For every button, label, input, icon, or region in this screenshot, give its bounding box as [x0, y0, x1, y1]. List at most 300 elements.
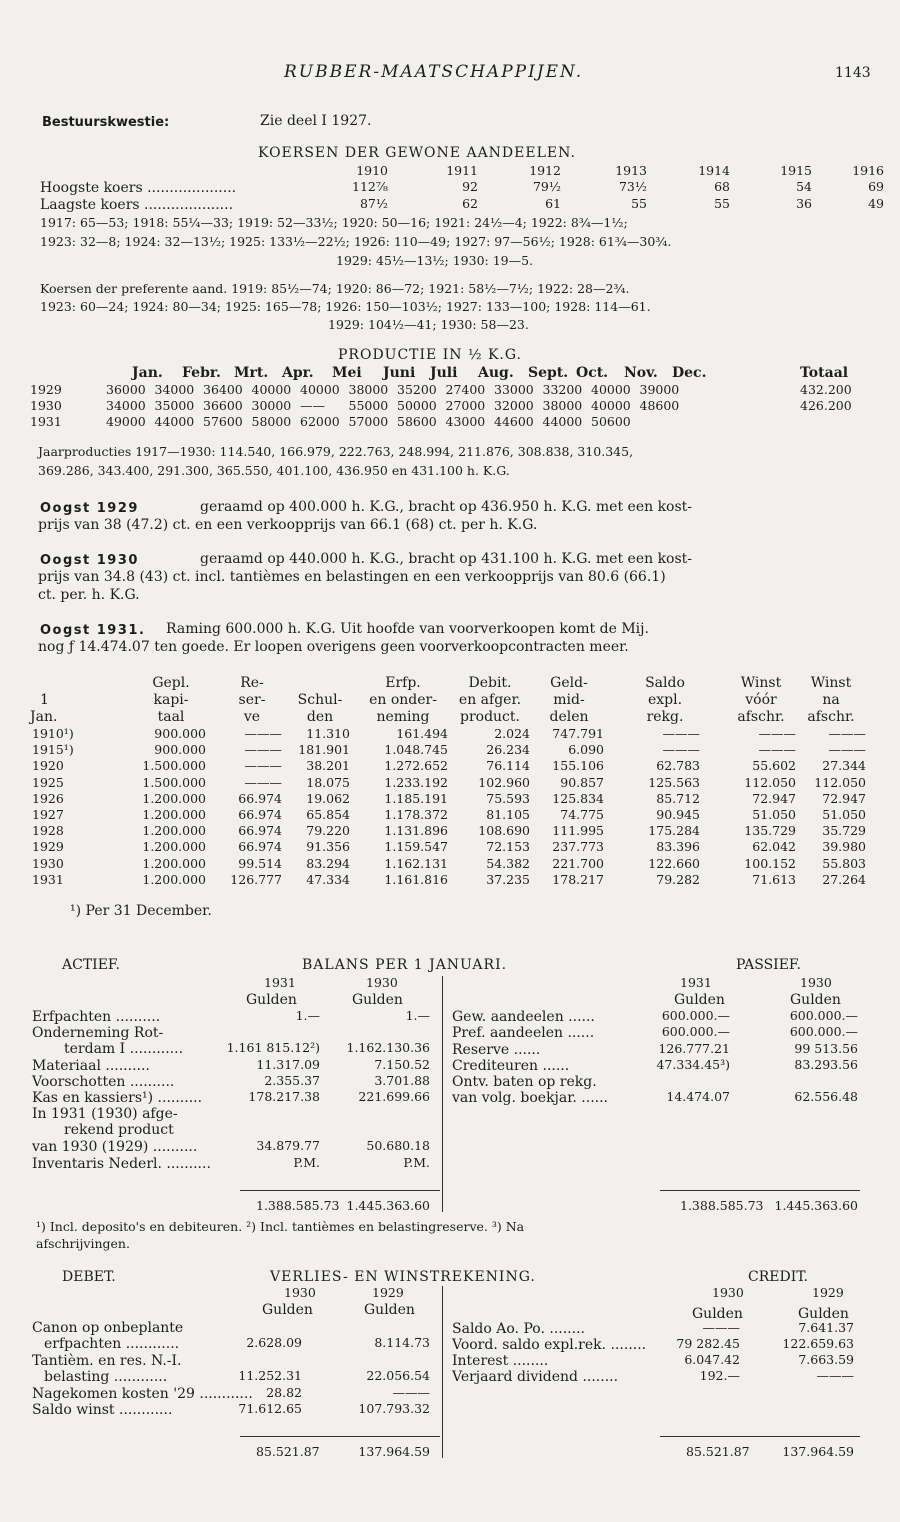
verlies-divider: [442, 1286, 443, 1458]
verlies-left-value: 28.82: [266, 1385, 302, 1400]
fin-cell: 66.974: [238, 839, 282, 855]
balans-left-value: 1.161 815.12²): [226, 1040, 320, 1055]
balans-right-value: 600.000.—: [661, 1008, 730, 1023]
koersen-value: 61: [545, 196, 561, 211]
productie-value: 43000: [445, 414, 486, 429]
fin-cell: 1.272.652: [384, 758, 448, 774]
fin-cell: 112.050: [814, 774, 866, 790]
verlies-left-label: belasting ............: [44, 1369, 168, 1385]
fin-cell: 72.947: [822, 790, 866, 806]
fin-header: den: [306, 709, 334, 725]
fin-cell: 1.048.745: [384, 742, 448, 758]
fin-cell: 237.773: [552, 839, 604, 855]
productie-value: 426.200: [800, 398, 852, 413]
fin-header: ve: [243, 709, 261, 725]
verlies-left-value: 107.793.32: [358, 1401, 430, 1416]
fin-cell: 122.660: [648, 855, 700, 871]
verlies-year: 1930: [712, 1285, 744, 1300]
fin-cell: 85.712: [656, 790, 700, 806]
fin-cell: 90.945: [656, 807, 700, 822]
fin-cell: 62.783: [656, 758, 700, 774]
fin-cell: ———: [758, 726, 796, 741]
balans-left-value: P.M.: [293, 1155, 320, 1170]
fin-cell: ———: [244, 774, 282, 790]
verlies-total-rule: [660, 1436, 860, 1437]
balans-footnote-1: ¹) Incl. deposito's en debiteuren. ²) Incl. tantièmes en belastingreserve. ³) Na: [36, 1219, 525, 1234]
balans-right-label: Reserve ......: [452, 1042, 541, 1058]
fin-cell: 126.777: [230, 871, 282, 887]
fin-cell: 2.024: [494, 726, 530, 741]
fin-cell: 1.500.000: [142, 758, 206, 774]
productie-value: 27000: [445, 398, 486, 413]
fin-cell: 181.901: [298, 742, 350, 758]
koersen-row-label: Hoogste koers ....................: [40, 180, 237, 196]
productie-month: Sept.: [528, 365, 569, 381]
fin-cell: 66.974: [238, 790, 282, 806]
verlies-credit-label: CREDIT.: [748, 1269, 808, 1285]
verlies-left-value: 2.628.09: [246, 1335, 302, 1350]
balans-year: 1930: [800, 975, 832, 990]
productie-value: 58600: [397, 414, 437, 429]
productie-value: 27400: [445, 382, 486, 397]
fin-cell: ———: [828, 726, 866, 741]
fin-cell: 55.803: [822, 855, 866, 871]
productie-year: 1929: [30, 382, 62, 397]
balans-right-value: 99 513.56: [794, 1041, 858, 1056]
productie-value: 58000: [251, 414, 292, 429]
fin-cell: ———: [244, 726, 282, 741]
koersen-value: 112⅞: [352, 179, 388, 194]
productie-value: 35000: [154, 398, 195, 413]
fin-cell: 26.234: [486, 742, 530, 758]
fin-cell: 39.980: [822, 839, 866, 855]
balans-unit: Gulden: [674, 992, 725, 1008]
fin-cell: 27.344: [822, 758, 866, 774]
fin-year: 1927: [32, 807, 64, 822]
balans-passief-label: PASSIEF.: [736, 957, 801, 973]
koersen-value: 79½: [532, 179, 561, 194]
productie-month: Aug.: [478, 365, 514, 381]
productie-month: Oct.: [576, 365, 609, 381]
fin-year: 1925: [32, 774, 64, 790]
fin-year: 1920: [32, 758, 64, 774]
balans-actief-label: ACTIEF.: [62, 957, 120, 973]
productie-value: 38000: [348, 382, 389, 397]
balans-left-value: 34.879.77: [256, 1138, 320, 1153]
oogst-line: geraamd op 400.000 h. K.G., bracht op 436.950 h. K.G. met een kost-: [200, 499, 693, 515]
fin-cell: 1.161.816: [384, 871, 448, 887]
balans-left-label: rekend product: [64, 1122, 174, 1138]
oogst-label: Oogst 1931.: [40, 623, 146, 638]
pref-line-3: 1929: 104½—41; 1930: 58—23.: [328, 317, 529, 332]
fin-cell: 74.775: [560, 807, 604, 822]
oogst-line: prijs van 34.8 (43) ct. incl. tantièmes en belastingen en een verkoopprijs van 80.6 (66.1): [38, 569, 666, 585]
verlies-unit: Gulden: [364, 1302, 415, 1318]
productie-value: 30000: [251, 398, 292, 413]
fin-cell: 65.854: [306, 807, 350, 822]
productie-month: Febr.: [182, 365, 221, 381]
fin-cell: 66.974: [238, 807, 282, 822]
koersen-value: 68: [714, 179, 730, 194]
productie-month: Juli: [430, 365, 458, 381]
balans-right-label: Crediteuren ......: [452, 1058, 570, 1074]
fin-cell: 155.106: [552, 758, 604, 774]
fin-year: 1928: [32, 823, 64, 839]
verlies-right-value: 6.047.42: [684, 1352, 740, 1367]
fin-cell: 18.075: [306, 774, 350, 790]
fin-cell: 1.178.372: [384, 807, 448, 822]
verlies-right-label: Verjaard dividend ........: [452, 1369, 619, 1385]
productie-value: 50000: [397, 398, 437, 413]
productie-value: 57600: [203, 414, 243, 429]
fin-cell: 83.396: [656, 839, 700, 855]
balans-year: 1931: [680, 975, 712, 990]
fin-cell: 90.857: [560, 774, 604, 790]
balans-left-label: Erfpachten ..........: [32, 1009, 161, 1025]
oogst-line: nog ƒ 14.474.07 ten goede. Er loopen overigens geen voorverkoopcontracten meer.: [38, 639, 629, 655]
balans-left-value: 2.355.37: [264, 1073, 320, 1088]
balans-total-rule: [240, 1190, 440, 1191]
productie-value: 44600: [494, 414, 534, 429]
fin-header: product.: [460, 709, 520, 725]
verlies-title: VERLIES- EN WINSTREKENING.: [270, 1269, 536, 1285]
fin-cell: 27.264: [822, 871, 866, 887]
oogst-line: ct. per. h. K.G.: [38, 587, 140, 603]
fin-cell: 1.200.000: [142, 855, 206, 871]
fin-cell: 1.159.547: [384, 839, 448, 855]
productie-month: Jan.: [132, 365, 163, 381]
fin-header: Jan.: [30, 709, 58, 725]
balans-left-value: 3.701.88: [374, 1073, 430, 1088]
fin-cell: 900.000: [154, 726, 206, 741]
balans-total: 1.388.585.73: [680, 1198, 764, 1213]
balans-left-label: Materiaal ..........: [32, 1058, 150, 1074]
fin-cell: 62.042: [752, 839, 796, 855]
pref-line-2: 1923: 60—24; 1924: 80—34; 1925: 165—78; 1926: 150—103½; 1927: 133—100; 1928: 114—61.: [40, 299, 651, 314]
koersen-value: 54: [796, 179, 812, 194]
fin-year: 1915¹): [32, 742, 74, 758]
fin-cell: 66.974: [238, 823, 282, 839]
fin-header: taal: [157, 709, 185, 725]
fin-header: vóór: [745, 692, 777, 708]
fin-cell: 747.791: [552, 726, 604, 741]
verlies-year: 1929: [372, 1285, 404, 1300]
verlies-total: 137.964.59: [782, 1444, 854, 1459]
balans-left-label: Kas en kassiers¹) ..........: [32, 1090, 203, 1106]
fin-cell: 125.563: [648, 774, 700, 790]
productie-value: 40000: [300, 382, 340, 397]
verlies-right-value: 79 282.45: [676, 1336, 740, 1351]
productie-value: 48600: [639, 398, 680, 413]
fin-cell: ———: [758, 742, 796, 758]
verlies-total-rule: [240, 1436, 440, 1437]
fin-cell: 125.834: [552, 790, 604, 806]
verlies-total: 85.521.87: [256, 1444, 320, 1459]
fin-cell: ———: [828, 742, 866, 758]
verlies-right-label: Saldo Ao. Po. ........: [452, 1321, 585, 1337]
productie-month: Mrt.: [234, 365, 269, 381]
koersen-year: 1911: [446, 163, 478, 178]
fin-header: Erfp.: [385, 675, 421, 691]
productie-value: 33000: [494, 382, 534, 397]
balans-footnote-2: afschrijvingen.: [36, 1236, 130, 1251]
verlies-left-label: erfpachten ............: [44, 1336, 180, 1352]
productie-year: 1931: [30, 414, 62, 429]
fin-header: rekg.: [646, 709, 684, 725]
fin-cell: 47.334: [306, 871, 350, 887]
verlies-right-label: Voord. saldo expl.rek. ........: [452, 1337, 647, 1353]
productie-value: 49000: [106, 414, 146, 429]
balans-title: BALANS PER 1 JANUARI.: [302, 957, 508, 973]
balans-total: 1.445.363.60: [346, 1198, 430, 1213]
balans-left-label: Voorschotten ..........: [32, 1074, 175, 1090]
productie-value: 432.200: [800, 382, 852, 397]
balans-left-value: 50.680.18: [366, 1138, 430, 1153]
productie-value: 38000: [542, 398, 583, 413]
koersen-value: 62: [462, 196, 478, 211]
balans-left-value: 178.217.38: [248, 1089, 320, 1104]
fin-cell: 72.153: [486, 839, 530, 855]
verlies-total: 137.964.59: [358, 1444, 430, 1459]
fin-cell: ———: [244, 758, 282, 774]
koersen-year: 1913: [615, 163, 647, 178]
verlies-left-value: 22.056.54: [366, 1368, 430, 1383]
oogst-label: Oogst 1930: [40, 553, 139, 568]
balans-right-value: 62.556.48: [794, 1089, 858, 1104]
verlies-unit: Gulden: [798, 1306, 849, 1322]
productie-value: 40000: [251, 382, 292, 397]
fin-cell: 72.947: [752, 790, 796, 806]
koersen-line-1: 1917: 65—53; 1918: 55¼—33; 1919: 52—33½; 1920: 50—16; 1921: 24½—4; 1922: 8¾—1½;: [40, 215, 628, 230]
fin-year: 1926: [32, 790, 64, 806]
jaarproducties-line-2: 369.286, 343.400, 291.300, 365.550, 401.100, 436.950 en 431.100 h. K.G.: [38, 463, 510, 478]
fin-cell: 35.729: [822, 823, 866, 839]
fin-cell: 161.494: [396, 726, 448, 741]
fin-cell: 51.050: [752, 807, 796, 822]
verlies-right-value: 7.641.37: [798, 1320, 854, 1335]
oogst-line: Raming 600.000 h. K.G. Uit hoofde van voorverkoopen komt de Mij.: [166, 621, 649, 637]
fin-header: mid-: [553, 692, 585, 708]
verlies-right-label: Interest ........: [452, 1353, 549, 1369]
bestuur-label: Bestuurskwestie:: [42, 115, 170, 130]
balans-right-value: 600.000.—: [661, 1024, 730, 1039]
fin-header: Gepl.: [152, 675, 190, 691]
balans-left-label: van 1930 (1929) ..........: [32, 1139, 198, 1155]
balans-left-value: 1.—: [295, 1008, 320, 1023]
fin-cell: 81.105: [486, 807, 530, 822]
productie-value: 55000: [348, 398, 389, 413]
balans-right-value: 600.000.—: [789, 1008, 858, 1023]
koersen-value: 55: [714, 196, 730, 211]
fin-cell: 1.185.191: [384, 790, 448, 806]
verlies-unit: Gulden: [262, 1302, 313, 1318]
fin-header: afschr.: [737, 709, 785, 725]
balans-left-value: P.M.: [403, 1155, 430, 1170]
fin-cell: 79.220: [306, 823, 350, 839]
fin-header: Debit.: [468, 675, 512, 691]
balans-unit: Gulden: [352, 992, 403, 1008]
fin-cell: 75.593: [486, 790, 530, 806]
fin-cell: 37.235: [486, 871, 530, 887]
balans-right-label: Pref. aandeelen ......: [452, 1025, 595, 1041]
balans-left-value: 1.162.130.36: [346, 1040, 430, 1055]
koersen-value: 92: [462, 179, 478, 194]
oogst-line: prijs van 38 (47.2) ct. en een verkoopprijs van 66.1 (68) ct. per h. K.G.: [38, 517, 538, 533]
fin-header: 1: [40, 692, 49, 708]
fin-header: afschr.: [807, 709, 855, 725]
pref-line-1: Koersen der preferente aand. 1919: 85½—74; 1920: 86—72; 1921: 58½—7½; 1922: 28—2¾.: [40, 281, 630, 296]
fin-cell: 71.613: [752, 871, 796, 887]
fin-cell: 221.700: [552, 855, 604, 871]
page-number: 1143: [835, 65, 871, 81]
balans-unit: Gulden: [246, 992, 297, 1008]
balans-left-value: 7.150.52: [374, 1057, 430, 1072]
fin-cell: 1.200.000: [142, 807, 206, 822]
oogst-label: Oogst 1929: [40, 501, 139, 516]
balans-left-label: In 1931 (1930) afge-: [32, 1106, 178, 1122]
productie-value: 40000: [591, 398, 631, 413]
fin-cell: 100.152: [744, 855, 796, 871]
productie-value: 32000: [494, 398, 534, 413]
verlies-unit: Gulden: [692, 1306, 743, 1322]
productie-value: 33200: [542, 382, 583, 397]
fin-cell: 51.050: [822, 807, 866, 822]
oogst-line: geraamd op 440.000 h. K.G., bracht op 431.100 h. K.G. met een kost-: [200, 551, 693, 567]
productie-value: 62000: [300, 414, 340, 429]
fin-cell: ———: [244, 742, 282, 758]
koersen-value: 36: [796, 196, 812, 211]
balans-total-rule: [660, 1190, 860, 1191]
fin-cell: 900.000: [154, 742, 206, 758]
balans-left-value: 11.317.09: [256, 1057, 320, 1072]
fin-cell: 1.200.000: [142, 871, 206, 887]
productie-value: 36400: [203, 382, 243, 397]
fin-cell: 1.162.131: [384, 855, 448, 871]
fin-header: ser-: [238, 692, 266, 708]
koersen-value: 87½: [359, 196, 388, 211]
fin-header: expl.: [647, 692, 683, 708]
balans-left-label: Inventaris Nederl. ..........: [32, 1156, 211, 1172]
verlies-year: 1930: [284, 1285, 316, 1300]
verlies-left-label: Canon op onbeplante: [32, 1320, 184, 1336]
fin-footnote: ¹) Per 31 December.: [70, 903, 212, 919]
fin-cell: 19.062: [306, 790, 350, 806]
fin-cell: 175.284: [648, 823, 700, 839]
productie-year: 1930: [30, 398, 62, 413]
koersen-line-2: 1923: 32—8; 1924: 32—13½; 1925: 133½—22½; 1926: 110—49; 1927: 97—56½; 1928: 61¾—30¾.: [40, 234, 672, 249]
productie-value: 36000: [106, 382, 146, 397]
productie-month: Dec.: [672, 365, 707, 381]
productie-value: 57000: [348, 414, 389, 429]
verlies-right-value: 7.663.59: [798, 1352, 854, 1367]
fin-cell: ———: [662, 726, 700, 741]
fin-header: en afger.: [458, 692, 522, 708]
productie-month: Nov.: [624, 365, 658, 381]
balans-left-label: Onderneming Rot-: [32, 1025, 164, 1041]
fin-cell: 91.356: [306, 839, 350, 855]
fin-header: en onder-: [369, 692, 437, 708]
verlies-right-value: ———: [816, 1368, 854, 1383]
fin-header: Geld-: [550, 675, 588, 691]
fin-cell: 99.514: [238, 855, 282, 871]
fin-cell: ———: [662, 742, 700, 758]
koersen-row-label: Laagste koers ....................: [40, 197, 234, 213]
koersen-year: 1910: [356, 163, 388, 178]
koersen-title: KOERSEN DER GEWONE AANDEELEN.: [258, 145, 576, 161]
productie-value: 50600: [591, 414, 631, 429]
balans-right-label: Ontv. baten op rekg.: [452, 1074, 597, 1090]
productie-value: 35200: [397, 382, 437, 397]
balans-year: 1931: [264, 975, 296, 990]
koersen-value: 55: [631, 196, 647, 211]
balans-unit: Gulden: [790, 992, 841, 1008]
fin-cell: 11.310: [306, 726, 350, 741]
verlies-left-label: Nagekomen kosten '29 ............: [32, 1386, 253, 1402]
fin-cell: 1.131.896: [384, 823, 448, 839]
balans-year: 1930: [366, 975, 398, 990]
productie-month: Apr.: [282, 365, 314, 381]
productie-value: 34000: [154, 382, 195, 397]
fin-header: Winst: [810, 675, 852, 691]
productie-value: 36600: [203, 398, 243, 413]
fin-cell: 1.200.000: [142, 790, 206, 806]
verlies-debet-label: DEBET.: [62, 1269, 116, 1285]
verlies-right-value: ———: [702, 1320, 740, 1335]
balans-right-value: 47.334.45³): [656, 1057, 730, 1072]
balans-left-value: 1.—: [405, 1008, 430, 1023]
verlies-left-value: 11.252.31: [238, 1368, 302, 1383]
fin-cell: 55.602: [752, 758, 796, 774]
balans-left-value: 221.699.66: [358, 1089, 430, 1104]
productie-month: Juni: [383, 365, 416, 381]
fin-cell: 112.050: [744, 774, 796, 790]
fin-cell: 54.382: [486, 855, 530, 871]
koersen-value: 69: [868, 179, 884, 194]
productie-value: 39000: [639, 382, 680, 397]
balans-right-label: van volg. boekjar. ......: [452, 1090, 609, 1106]
fin-header: Winst: [740, 675, 782, 691]
koersen-year: 1912: [529, 163, 561, 178]
fin-cell: 178.217: [552, 871, 604, 887]
fin-cell: 102.960: [478, 774, 530, 790]
fin-year: 1930: [32, 855, 64, 871]
fin-cell: 76.114: [486, 758, 530, 774]
productie-month: Mei: [332, 365, 362, 381]
fin-cell: 38.201: [306, 758, 350, 774]
koersen-year: 1914: [698, 163, 730, 178]
fin-cell: 1.500.000: [142, 774, 206, 790]
fin-cell: 83.294: [306, 855, 350, 871]
fin-cell: 1.200.000: [142, 823, 206, 839]
koersen-year: 1916: [852, 163, 884, 178]
productie-value: ——: [300, 398, 325, 413]
balans-right-value: 600.000.—: [789, 1024, 858, 1039]
verlies-right-value: 192.—: [699, 1368, 740, 1383]
productie-value: 40000: [591, 382, 631, 397]
koersen-line-3: 1929: 45½—13½; 1930: 19—5.: [336, 253, 534, 268]
fin-header: Schul-: [297, 692, 343, 708]
fin-cell: 79.282: [656, 871, 700, 887]
fin-year: 1931: [32, 871, 64, 887]
fin-year: 1910¹): [32, 726, 74, 741]
fin-header: neming: [376, 709, 430, 725]
verlies-total: 85.521.87: [686, 1444, 750, 1459]
productie-month: Totaal: [800, 365, 849, 381]
fin-header: na: [822, 692, 840, 708]
balans-total: 1.445.363.60: [774, 1198, 858, 1213]
productie-value: 44000: [154, 414, 195, 429]
balans-right-value: 14.474.07: [666, 1089, 730, 1104]
